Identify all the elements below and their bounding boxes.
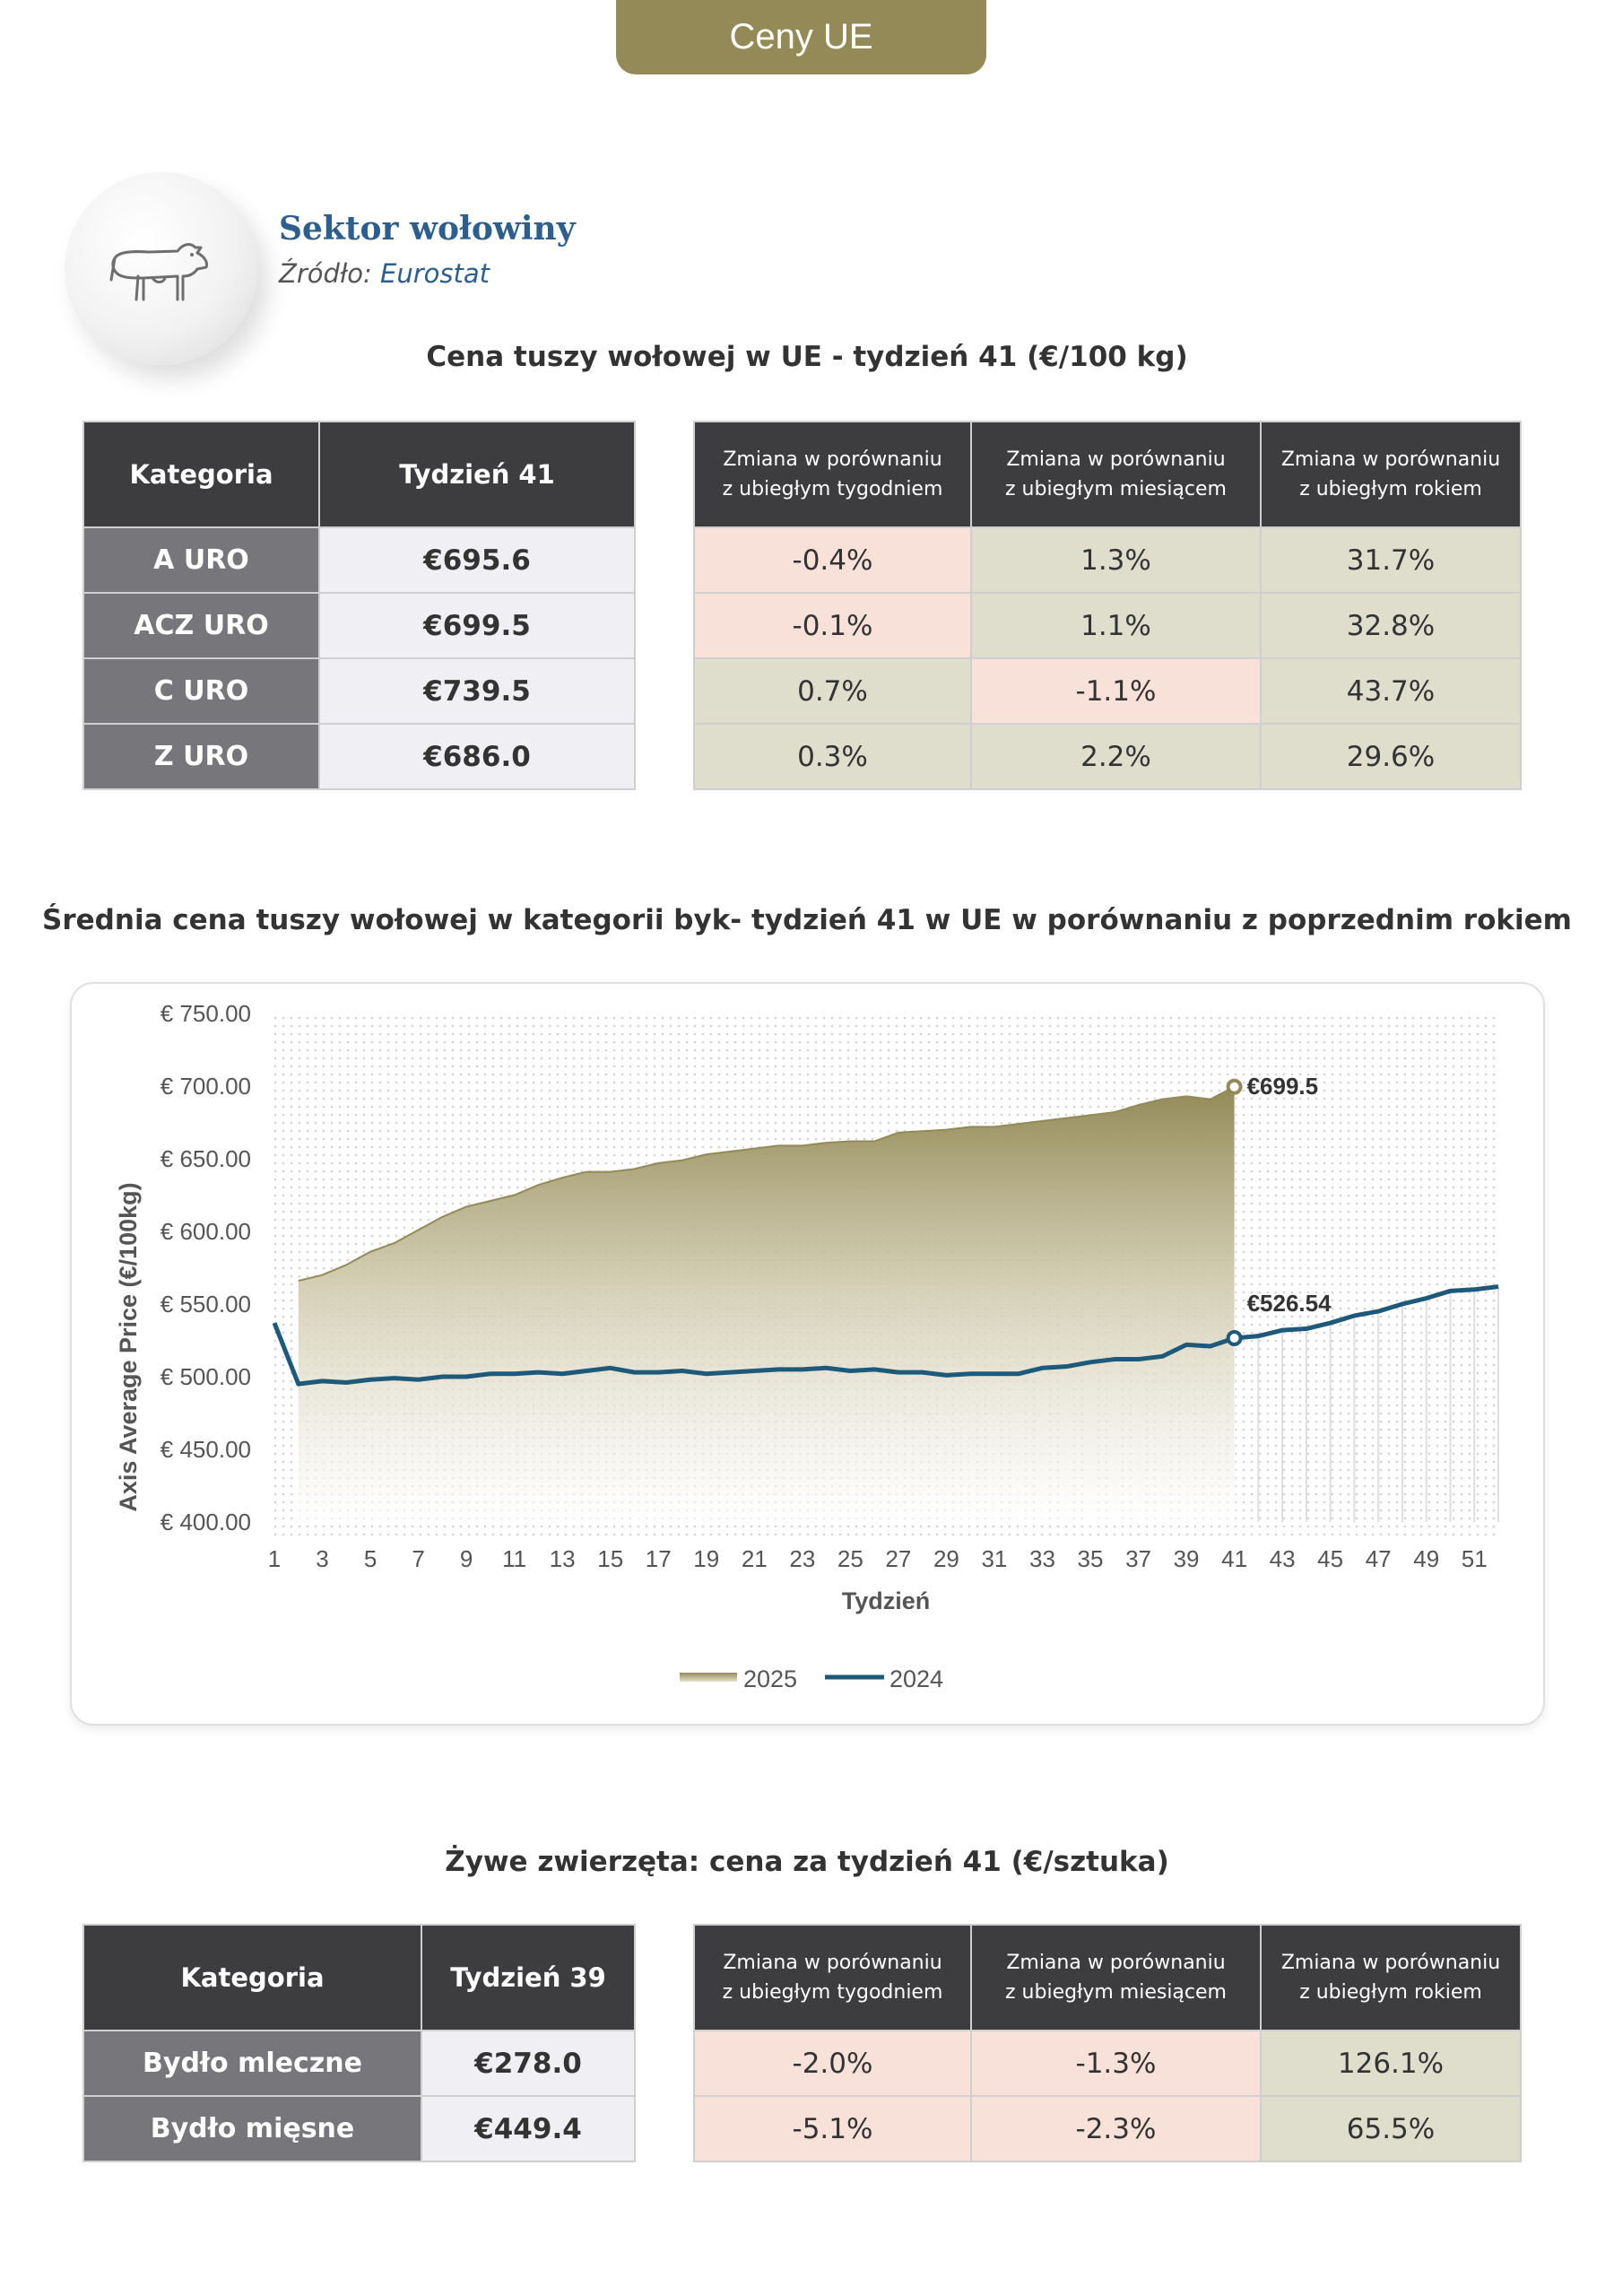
header-line: z ubiegłym rokiem [1299, 478, 1482, 500]
y-tick-label: € 400.00 [160, 1509, 251, 1535]
x-tick-label: 17 [645, 1545, 672, 1572]
y-tick-label: € 700.00 [160, 1073, 251, 1100]
y-tick-label: € 450.00 [160, 1436, 251, 1463]
table-row [83, 593, 635, 658]
table1-cell-mom: 1.1% [971, 593, 1261, 658]
table1-row-value: €739.5 [319, 658, 635, 724]
table2-cell-mom: -2.3% [971, 2096, 1261, 2161]
table-row [83, 724, 635, 789]
table1-cell-mom: 2.2% [971, 724, 1261, 789]
table1-row-category: ACZ URO [83, 593, 319, 658]
table1-cell-yoy: 32.8% [1261, 593, 1521, 658]
x-tick-label: 29 [933, 1545, 959, 1572]
table2-header-category: Kategoria [83, 1925, 421, 2031]
table2-title: Żywe zwierzęta: cena za tydzień 41 (€/sztuka) [445, 1846, 1169, 1878]
table2-left [82, 1924, 636, 2162]
table1-cell-wow: -0.4% [694, 527, 971, 593]
table2-row-value: €278.0 [421, 2031, 635, 2096]
table2-cell-yoy: 126.1% [1261, 2031, 1521, 2096]
table-row [83, 2031, 635, 2096]
x-tick-label: 3 [316, 1545, 329, 1572]
table2-row-category: Bydło mięsne [83, 2096, 421, 2161]
x-tick-label: 51 [1461, 1545, 1488, 1572]
x-tick-label: 41 [1221, 1545, 1248, 1572]
table-row [694, 658, 1521, 724]
chart-title: Średnia cena tuszy wołowej w kategorii byk- tydzień 41 w UE w porównaniu z poprzednim rokiem [42, 904, 1572, 936]
table1-cell-wow: 0.7% [694, 658, 971, 724]
table1-cell-mom: 1.3% [971, 527, 1261, 593]
y-tick-label: € 750.00 [160, 1000, 251, 1027]
sector-icon-badge [65, 172, 257, 365]
x-tick-label: 25 [837, 1545, 863, 1572]
table1-header-category: Kategoria [83, 422, 319, 527]
y-tick-label: € 600.00 [160, 1218, 251, 1245]
header-line: Zmiana w porównaniu [1006, 1952, 1226, 1974]
x-tick-label: 9 [459, 1545, 473, 1572]
table2-cell-wow: -2.0% [694, 2031, 971, 2096]
legend-swatch-2025 [680, 1673, 737, 1682]
table1-cell-yoy: 29.6% [1261, 724, 1521, 789]
table2-row-value: €449.4 [421, 2096, 635, 2161]
table-row [694, 2031, 1521, 2096]
data-label-2025: €699.5 [1246, 1072, 1319, 1100]
header-tab-label: Ceny UE [729, 17, 873, 57]
x-tick-label: 21 [741, 1545, 768, 1572]
source-label: Źródło: [279, 258, 372, 289]
header-tab [616, 0, 986, 74]
cow-icon [108, 224, 215, 314]
table1-header-yoy [1261, 422, 1521, 527]
sector-title: Sektor wołowiny [279, 210, 576, 248]
table2-header-yoy [1261, 1925, 1521, 2031]
table2-header-mom [971, 1925, 1261, 2031]
y-tick-label: € 500.00 [160, 1363, 251, 1390]
table1-left [82, 421, 636, 790]
x-tick-label: 31 [981, 1545, 1008, 1572]
x-tick-label: 27 [885, 1545, 912, 1572]
table1-header-mom [971, 422, 1261, 527]
x-tick-label: 49 [1413, 1545, 1440, 1572]
table2-cell-yoy: 65.5% [1261, 2096, 1521, 2161]
x-tick-label: 37 [1125, 1545, 1151, 1572]
table1-header-week: Tydzień 41 [319, 422, 635, 527]
source-line [279, 258, 490, 289]
source-value: Eurostat [380, 258, 490, 289]
table1-row-category: C URO [83, 658, 319, 724]
table-row [694, 593, 1521, 658]
table2-header-wow [694, 1925, 971, 2031]
table-row [83, 2096, 635, 2161]
x-axis-ticks [268, 1545, 1488, 1572]
header-line: z ubiegłym miesiącem [1005, 478, 1227, 500]
chart-card [70, 982, 1545, 1726]
table1-cell-wow: 0.3% [694, 724, 971, 789]
point-marker-2025 [1228, 1081, 1241, 1093]
table2-cell-wow: -5.1% [694, 2096, 971, 2161]
header-line: z ubiegłym tygodniem [722, 478, 943, 500]
table-row [694, 2096, 1521, 2161]
table1-row-value: €695.6 [319, 527, 635, 593]
price-chart [72, 984, 1543, 1724]
table-row [694, 724, 1521, 789]
table1-right [693, 421, 1522, 790]
header-line: Zmiana w porównaniu [723, 448, 942, 471]
x-tick-label: 47 [1365, 1545, 1392, 1572]
table1-row-value: €699.5 [319, 593, 635, 658]
x-tick-label: 35 [1077, 1545, 1104, 1572]
table1-header-wow [694, 422, 971, 527]
point-marker-2024 [1228, 1332, 1241, 1344]
table1-cell-mom: -1.1% [971, 658, 1261, 724]
table2-cell-mom: -1.3% [971, 2031, 1261, 2096]
x-tick-label: 7 [412, 1545, 425, 1572]
x-tick-label: 33 [1029, 1545, 1055, 1572]
x-axis-title: Tydzień [841, 1587, 931, 1614]
table2-row-category: Bydło mleczne [83, 2031, 421, 2096]
x-tick-label: 15 [597, 1545, 624, 1572]
x-tick-label: 1 [267, 1545, 282, 1572]
table1-row-category: Z URO [83, 724, 319, 789]
table1-row-category: A URO [83, 527, 319, 593]
table1-cell-yoy: 31.7% [1261, 527, 1521, 593]
legend [680, 1665, 943, 1692]
table2-right [693, 1924, 1522, 2162]
y-tick-label: € 550.00 [160, 1291, 251, 1318]
x-tick-label: 19 [693, 1545, 720, 1572]
y-tick-label: € 650.00 [160, 1145, 251, 1172]
x-tick-label: 45 [1317, 1545, 1344, 1572]
table1-row-value: €686.0 [319, 724, 635, 789]
header-line: Zmiana w porównaniu [1280, 448, 1501, 471]
header-line: z ubiegłym miesiącem [1005, 1981, 1227, 2004]
x-tick-label: 5 [363, 1545, 377, 1572]
x-tick-label: 11 [502, 1545, 527, 1572]
x-tick-label: 43 [1269, 1545, 1296, 1572]
y-axis-title: Axis Average Price (€/100kg) [115, 1182, 142, 1512]
table1-title: Cena tuszy wołowej w UE - tydzień 41 (€/100 kg) [426, 341, 1188, 373]
data-label-2024: €526.54 [1246, 1290, 1332, 1318]
table-row [83, 527, 635, 593]
table2-header-week: Tydzień 39 [421, 1925, 635, 2031]
header-line: Zmiana w porównaniu [1280, 1952, 1501, 1974]
header-line: z ubiegłym tygodniem [722, 1981, 943, 2004]
y-axis-ticks [161, 1000, 251, 1535]
x-tick-label: 23 [789, 1545, 816, 1572]
legend-label-2024: 2024 [889, 1665, 944, 1692]
table1-cell-yoy: 43.7% [1261, 658, 1521, 724]
table-row [83, 658, 635, 724]
x-tick-label: 13 [549, 1545, 576, 1572]
table-row [694, 527, 1521, 593]
legend-label-2025: 2025 [743, 1665, 798, 1692]
x-tick-label: 39 [1173, 1545, 1200, 1572]
header-line: z ubiegłym rokiem [1299, 1981, 1482, 2004]
header-line: Zmiana w porównaniu [723, 1952, 942, 1974]
table1-cell-wow: -0.1% [694, 593, 971, 658]
header-line: Zmiana w porównaniu [1006, 448, 1226, 471]
